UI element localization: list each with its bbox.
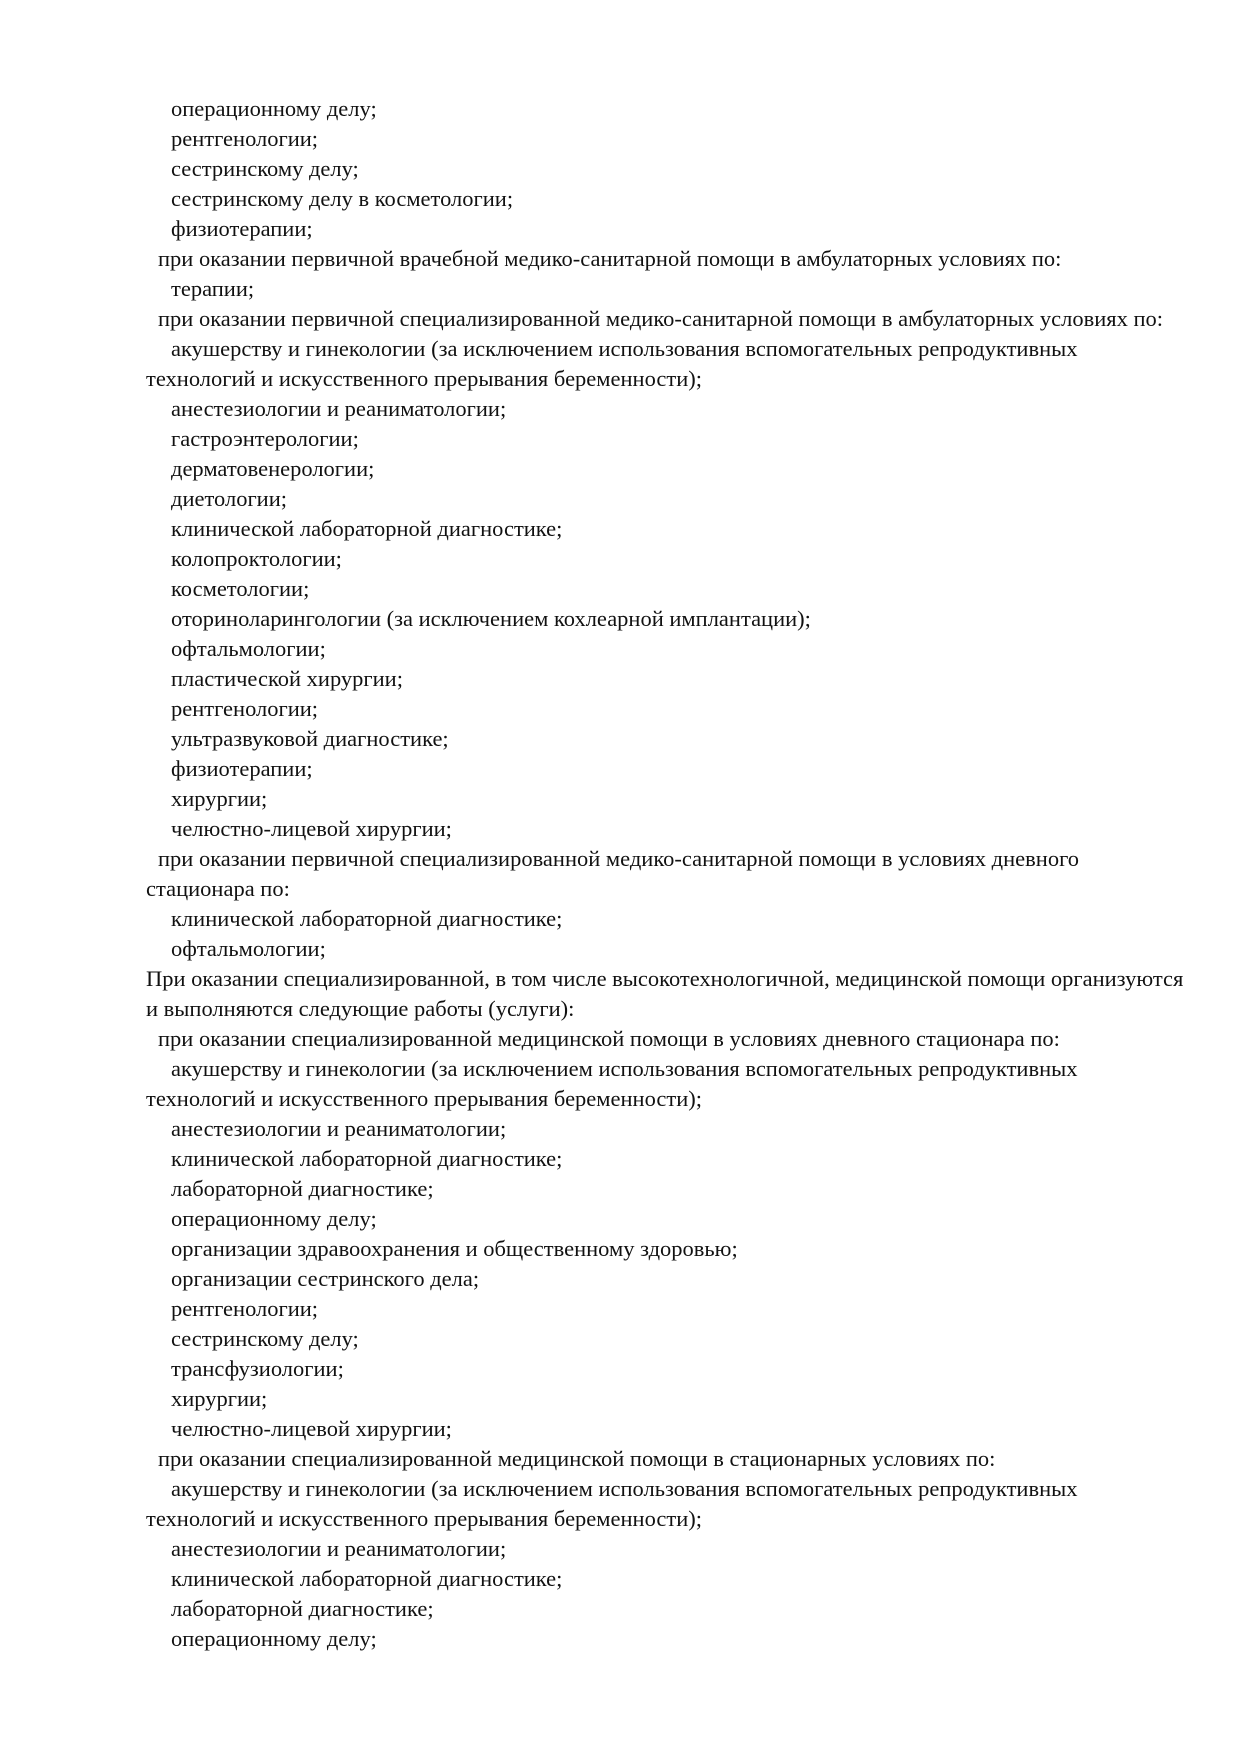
document-list-item: сестринскому делу в косметологии; — [171, 186, 514, 211]
document-list-item: организации сестринского дела; — [171, 1266, 480, 1291]
document-list-item: анестезиологии и реаниматологии; — [171, 1536, 507, 1561]
document-list-item: трансфузиологии; — [171, 1356, 344, 1381]
document-list-item: операционному делу; — [171, 1206, 377, 1231]
document-list-item: терапии; — [171, 276, 255, 301]
document-body — [146, 94, 1186, 1654]
document-list-item: ультразвуковой диагностике; — [171, 726, 449, 751]
document-list-item: клинической лабораторной диагностике; — [171, 906, 563, 931]
document-list-item: клинической лабораторной диагностике; — [171, 1566, 563, 1591]
document-list-item: организации здравоохранения и общественному здоровью; — [171, 1236, 738, 1261]
document-list-item: колопроктологии; — [171, 546, 342, 571]
document-list-item: рентгенологии; — [171, 696, 319, 721]
document-list-item: челюстно-лицевой хирургии; — [171, 816, 452, 841]
document-list-item: рентгенологии; — [171, 1296, 319, 1321]
document-list-item: клинической лабораторной диагностике; — [171, 1146, 563, 1171]
document-list-item: косметологии; — [171, 576, 310, 601]
document-section-clause: при оказании первичной врачебной медико-санитарной помощи в амбулаторных условиях по: — [158, 246, 1062, 271]
document-list-item: лабораторной диагностике; — [171, 1176, 434, 1201]
document-section-clause: при оказании специализированной медицинской помощи в стационарных условиях по: — [158, 1446, 996, 1471]
document-list-item: хирургии; — [171, 1386, 268, 1411]
document-list-item: акушерству и гинекологии (за исключением использования вспомогательных репродуктивных технологий и искусственного прерывания беременности); — [146, 336, 1078, 391]
document-list-item: челюстно-лицевой хирургии; — [171, 1416, 452, 1441]
document-list-item: операционному делу; — [171, 1626, 377, 1651]
document-list-item: офтальмологии; — [171, 636, 326, 661]
document-list-item: сестринскому делу; — [171, 1326, 359, 1351]
document-list-item: пластической хирургии; — [171, 666, 403, 691]
document-list-item: акушерству и гинекологии (за исключением использования вспомогательных репродуктивных технологий и искусственного прерывания беременности); — [146, 1476, 1078, 1531]
document-list-item: операционному делу; — [171, 96, 377, 121]
document-list-item: физиотерапии; — [171, 756, 313, 781]
document-paragraph: При оказании специализированной, в том числе высокотехнологичной, медицинской помощи организуются и выполняются следующие работы (услуги): — [146, 966, 1184, 1021]
document-section-clause: при оказании специализированной медицинской помощи в условиях дневного стационара по: — [158, 1026, 1060, 1051]
document-list-item: оториноларингологии (за исключением кохлеарной имплантации); — [171, 606, 811, 631]
document-list-item: сестринскому делу; — [171, 156, 359, 181]
document-section-clause: при оказании первичной специализированной медико-санитарной помощи в амбулаторных условиях по: — [158, 306, 1164, 331]
document-list-item: анестезиологии и реаниматологии; — [171, 396, 507, 421]
document-list-item: акушерству и гинекологии (за исключением использования вспомогательных репродуктивных технологий и искусственного прерывания беременности); — [146, 1056, 1078, 1111]
document-list-item: лабораторной диагностике; — [171, 1596, 434, 1621]
document-list-item: клинической лабораторной диагностике; — [171, 516, 563, 541]
document-list-item: офтальмологии; — [171, 936, 326, 961]
document-section-clause: при оказании первичной специализированной медико-санитарной помощи в условиях дневного стационара по: — [146, 846, 1079, 901]
document-list-item: физиотерапии; — [171, 216, 313, 241]
document-list-item: диетологии; — [171, 486, 288, 511]
document-list-item: анестезиологии и реаниматологии; — [171, 1116, 507, 1141]
document-list-item: хирургии; — [171, 786, 268, 811]
document-list-item: дерматовенерологии; — [171, 456, 375, 481]
document-list-item: гастроэнтерологии; — [171, 426, 359, 451]
document-list-item: рентгенологии; — [171, 126, 319, 151]
